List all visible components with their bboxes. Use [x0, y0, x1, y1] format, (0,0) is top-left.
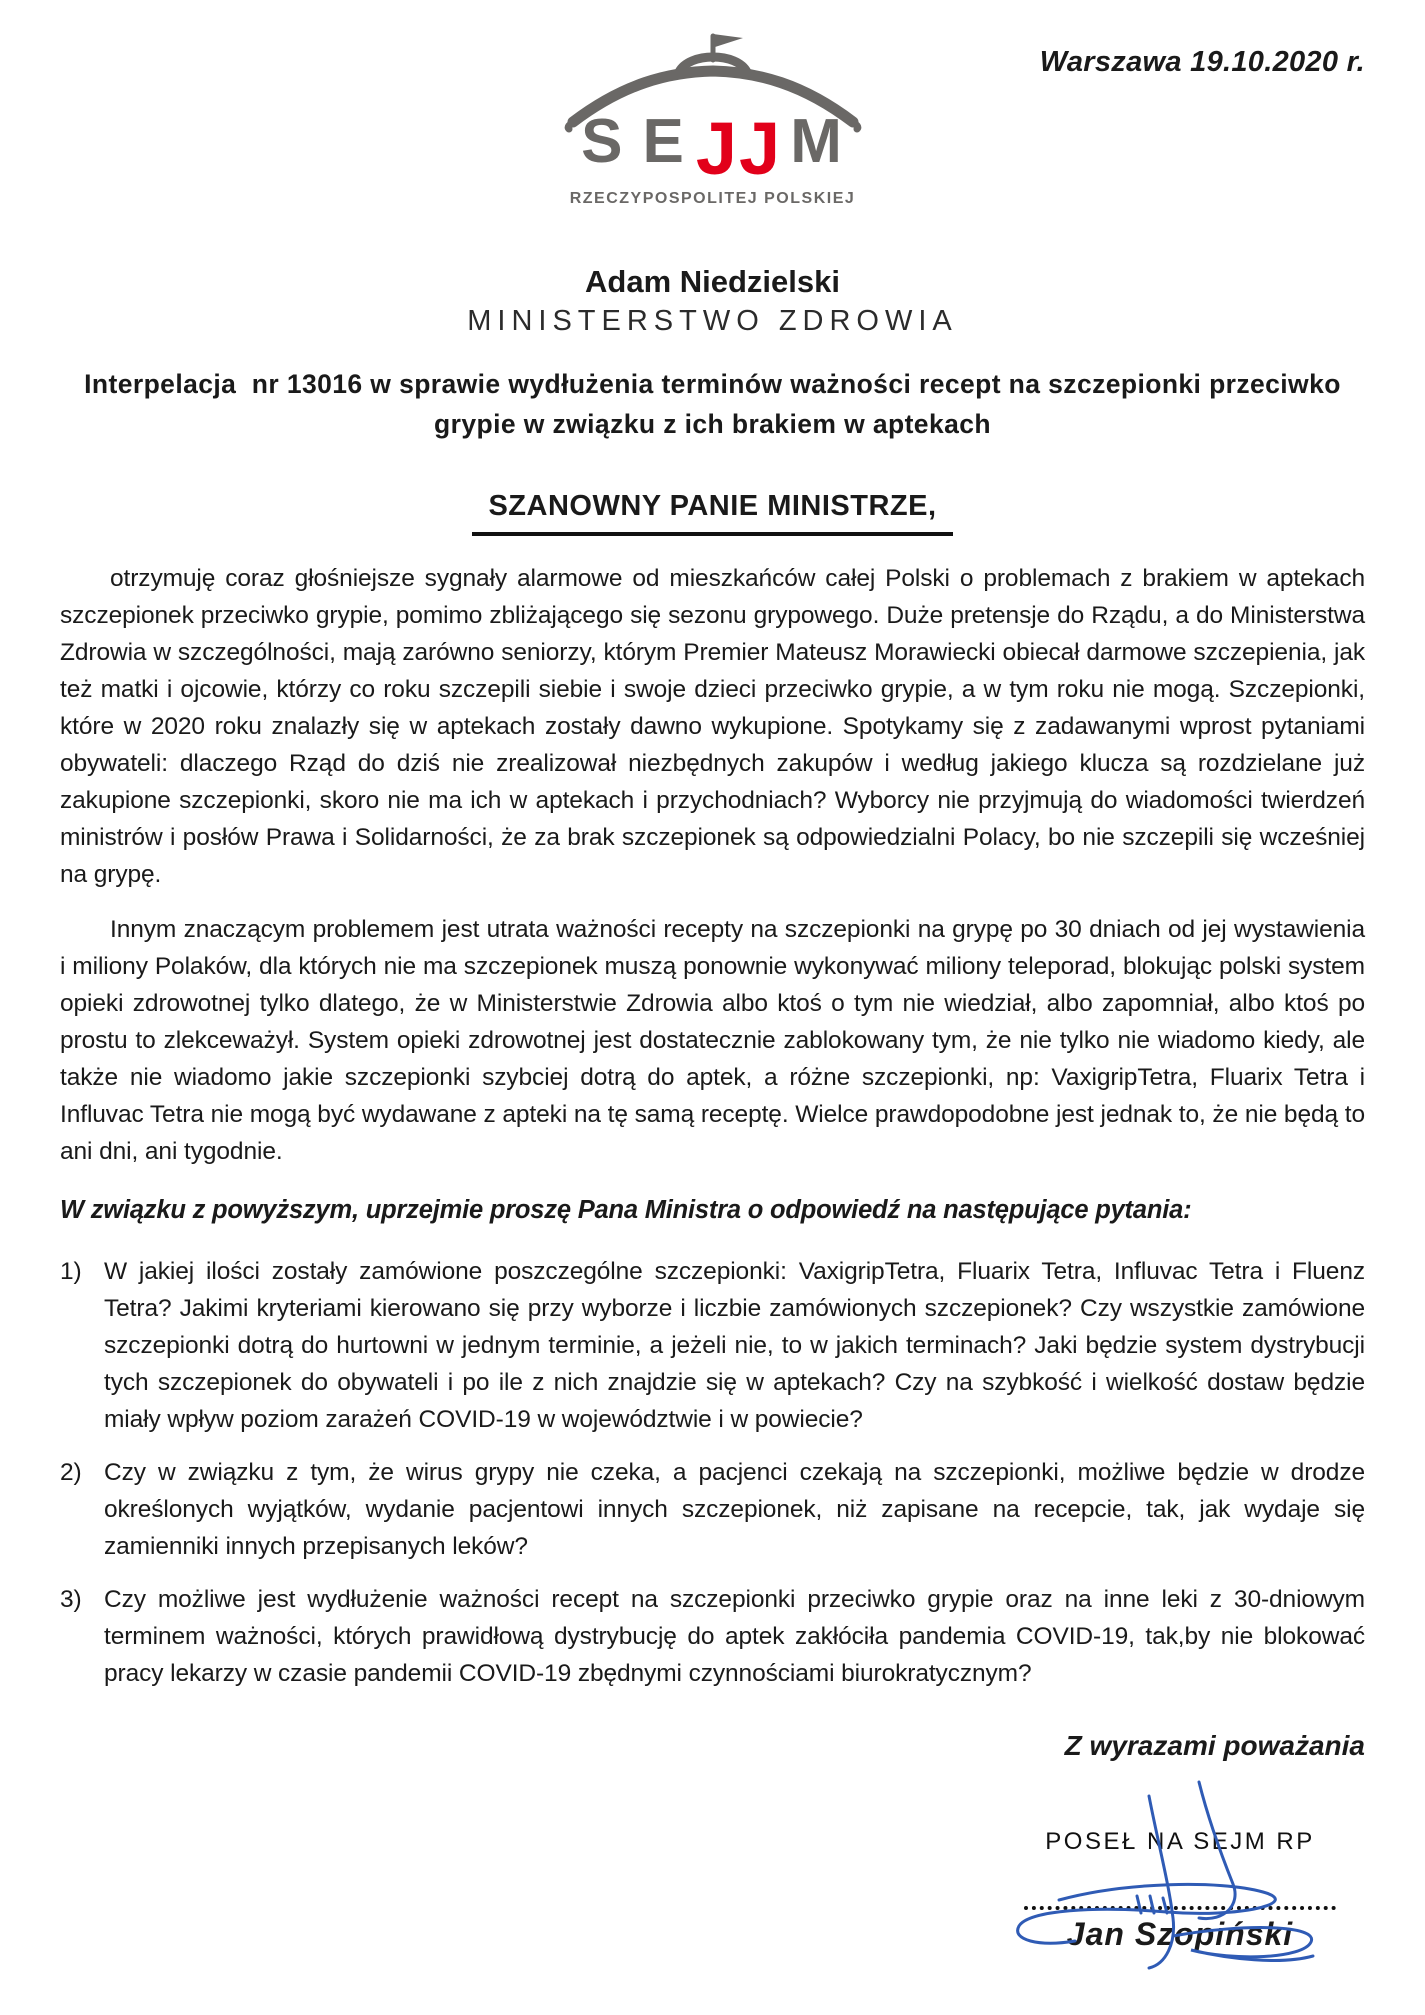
logo-letter-j2: J: [739, 107, 781, 190]
flag-icon: [713, 34, 743, 47]
body-paragraph-1: otrzymuję coraz głośniejsze sygnały alarmowe od mieszkańców całej Polski o problemach z brakiem w aptekach szczepionek przeciwko grypie, pomimo zbliżającego się sezonu grypowego. Duże pretensje do Rządu, a do Ministerstwa Zdrowia w szczególności, mają zarówno seniorzy, którym Premier Mateusz Morawiecki obiecał darmowe szczepienia, jak też matki i ojcowie, którzy co roku szczepili siebie i swoje dzieci przeciwko grypie, a w tym roku nie mogą. Szczepionki, które w 2020 roku znalazły się w aptekach zostały dawno wykupione. Spotykamy się z zadawanymi wprost pytaniami obywateli: dlaczego Rząd do dziś nie zrealizował niezbędnych zakupów i według jakiego klucza są rozdzielane już zakupione szczepionki, skoro nie ma ich w aptekach i przychodniach? Wyborcy nie przyjmują do wiadomości twierdzeń ministrów i posłów Prawa i Solidarności, że za brak szczepionek są odpowiedzialni Polacy, bo nie szczepili się wcześniej na grypę.: [60, 565, 1365, 888]
question-text: Czy w związku z tym, że wirus grypy nie czeka, a pacjenci czekają na szczepionki, możliwe będzie w drodze określonych wyjątków, wydanie pacjentowi innych szczepionek, niż zapisane na recepcie, tak, jak wydaje się zamienniki innych przepisanych leków?: [104, 1459, 1365, 1560]
date-line: Warszawa 19.10.2020 r.: [1039, 46, 1365, 78]
sejm-logo: [553, 26, 873, 208]
salutation: SZANOWNY PANIE MINISTRZE,: [472, 490, 952, 536]
question-number: 2): [60, 1459, 82, 1486]
questions-list: [60, 1253, 1365, 1692]
body-paragraphs: [60, 560, 1365, 1170]
logo-letter-j1: J: [695, 107, 738, 190]
question-number: 1): [60, 1258, 82, 1285]
body-paragraph-2: Innym znaczącym problemem jest utrata ważności recepty na szczepionki na grypę po 30 dniach od jej wystawienia i miliony Polaków, dla których nie ma szczepionek muszą ponownie wykonywać miliony teleporad, blokując polski system opieki zdrowotnej tylko dlatego, że w Ministerstwie Zdrowia albo ktoś o tym nie wiedział, albo zapomniał, albo ktoś po prostu to zlekceważył. System opieki zdrowotnej jest dostatecznie zablokowany tym, że nie tylko nie wiadomo kiedy, ale także nie wiadomo jakie szczepionki szybciej dotrą do aptek, a różne szczepionki, np: VaxigripTetra, Fluarix Tetra i Influvac Tetra nie mogą być wydawane z apteki na tę samą receptę. Wielce prawdopodobne jest jednak to, że nie będą to ani dni, ani tygodnie.: [60, 916, 1365, 1165]
request-line: W związku z powyższym, uprzejmie proszę Pana Ministra o odpowiedź na następujące pytania:: [60, 1196, 1192, 1224]
interpellation-title: Interpelacja nr 13016 w sprawie wydłużenia terminów ważności recept na szczepionki przeciwko grypie w związku z ich brakiem w aptekach: [84, 369, 1349, 439]
logo-letter-m: M: [790, 107, 844, 176]
signer-name: Jan Szopiński: [1066, 1916, 1294, 1952]
question-item-2: [60, 1454, 1365, 1565]
document-header: [60, 0, 1365, 218]
recipient-block: [60, 264, 1365, 338]
question-text: Czy możliwe jest wydłużenie ważności recept na szczepionki przeciwko grypie oraz na inne leki z 30-dniowym terminem ważności, których prawidłową dystrybucję do aptek zakłóciła pandemia COVID-19, tak,by nie blokować pracy lekarzy w czasie pandemii COVID-19 zbędnymi czynnościami biurokratycznym?: [104, 1586, 1365, 1687]
logo-caption: RZECZYPOSPOLITEJ POLSKIEJ: [569, 190, 856, 207]
logo-wordmark: [553, 100, 873, 190]
signature-block: [1015, 1828, 1345, 1953]
question-item-3: [60, 1581, 1365, 1692]
salutation-wrap: [60, 490, 1365, 536]
question-item-1: [60, 1253, 1365, 1438]
valediction: Z wyrazami poważania: [1064, 1730, 1365, 1761]
question-number: 3): [60, 1586, 82, 1613]
dotted-line: [1024, 1906, 1336, 1910]
logo-letter-e: E: [642, 107, 686, 176]
recipient-institution: MINISTERSTWO ZDROWIA: [467, 305, 958, 337]
question-text: W jakiej ilości zostały zamówione poszczególne szczepionki: VaxigripTetra, Fluarix Tetra, Influvac Tetra i Fluenz Tetra? Jakimi kryteriami kierowano się przy wyborze i liczbie zamówionych szczepionek? Czy wszystkie zamówione szczepionki dotrą do hurtowni w jednym terminie, a jeżeli nie, to w jakich terminach? Jaki będzie system dystrybucji tych szczepionek do obywateli i po ile z nich znajdzie się w aptekach? Czy na szybkość i wielkość dostaw będzie miały wpływ poziom zarażeń COVID-19 w województwie i w powiecie?: [104, 1258, 1365, 1433]
logo-letter-s: S: [581, 107, 625, 176]
signer-title: POSEŁ NA SEJM RP: [1045, 1828, 1315, 1855]
signature-scribble: [977, 1776, 1387, 2011]
recipient-name: Adam Niedzielski: [585, 264, 840, 299]
